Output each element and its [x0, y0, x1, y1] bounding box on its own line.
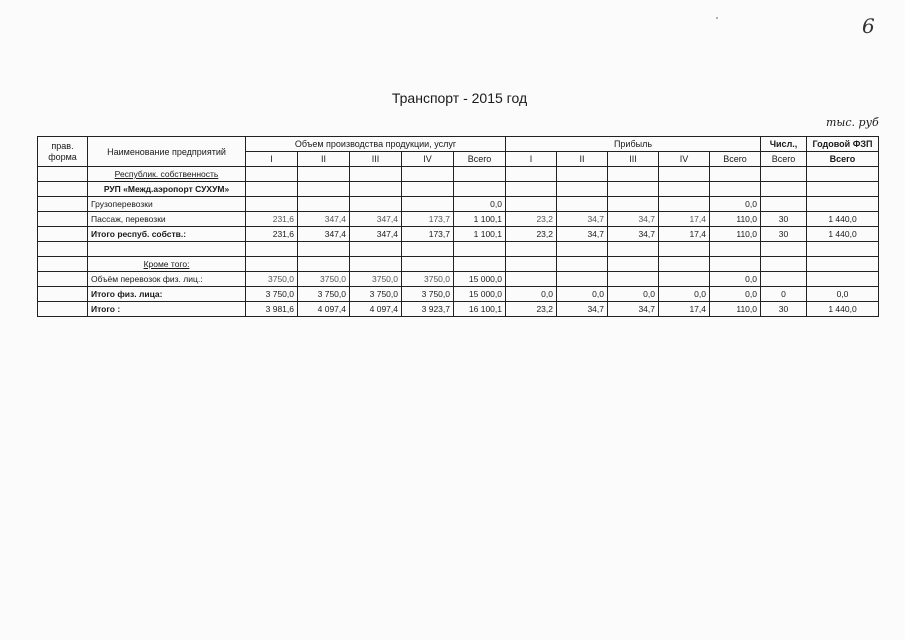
value-cell — [246, 257, 298, 272]
value-cell — [557, 197, 608, 212]
value-cell — [298, 257, 350, 272]
value-cell: 3 750,0 — [402, 287, 454, 302]
legal-form-cell — [38, 272, 88, 287]
prod-q3-header: III — [350, 152, 402, 167]
table-row — [38, 302, 879, 317]
enterprise-name-cell — [88, 182, 246, 197]
value-cell — [807, 182, 879, 197]
value-cell — [710, 257, 761, 272]
value-cell: 1 440,0 — [807, 302, 879, 317]
enterprise-name-cell — [88, 257, 246, 272]
transport-report-table — [37, 136, 879, 317]
prod-total-header: Всего — [454, 152, 506, 167]
value-cell — [350, 242, 402, 257]
enterprise-name-cell — [88, 287, 246, 302]
legal-form-cell — [38, 287, 88, 302]
value-cell — [608, 272, 659, 287]
value-cell — [557, 167, 608, 182]
value-cell: 3750,0 — [298, 272, 350, 287]
value-cell — [710, 242, 761, 257]
value-cell: 0,0 — [807, 287, 879, 302]
value-cell — [659, 272, 710, 287]
prod-q4-header: IV — [402, 152, 454, 167]
enterprise-name-cell — [88, 242, 246, 257]
value-cell: 1 100,1 — [454, 212, 506, 227]
value-cell — [807, 167, 879, 182]
table-row — [38, 167, 879, 182]
value-cell — [246, 167, 298, 182]
value-cell — [246, 242, 298, 257]
legal-form-cell — [38, 227, 88, 242]
value-cell: 110,0 — [710, 227, 761, 242]
value-cell: 34,7 — [608, 212, 659, 227]
value-cell — [350, 197, 402, 212]
value-cell — [659, 197, 710, 212]
legal-form-cell — [38, 182, 88, 197]
enterprise-name: Кроме того: — [143, 259, 190, 269]
value-cell — [506, 242, 557, 257]
value-cell — [807, 257, 879, 272]
enterprise-name: Пассаж, перевозки — [91, 214, 166, 224]
fzp-total-header: Всего — [807, 152, 879, 167]
value-cell — [761, 272, 807, 287]
value-cell: 110,0 — [710, 212, 761, 227]
value-cell: 4 097,4 — [350, 302, 402, 317]
value-cell — [608, 167, 659, 182]
value-cell — [506, 272, 557, 287]
value-cell: 3 981,6 — [246, 302, 298, 317]
profit-q2-header: II — [557, 152, 608, 167]
value-cell: 3 923,7 — [402, 302, 454, 317]
value-cell — [506, 182, 557, 197]
value-cell: 173,7 — [402, 212, 454, 227]
value-cell: 15 000,0 — [454, 272, 506, 287]
value-cell — [454, 167, 506, 182]
enterprise-name-cell — [88, 212, 246, 227]
value-cell: 0,0 — [659, 287, 710, 302]
enterprise-name-cell — [88, 302, 246, 317]
enterprise-name-cell — [88, 167, 246, 182]
fzp-group-header: Годовой ФЗП — [807, 137, 879, 152]
value-cell: 110,0 — [710, 302, 761, 317]
value-cell — [608, 182, 659, 197]
value-cell — [246, 182, 298, 197]
value-cell — [506, 197, 557, 212]
enterprise-name-cell — [88, 197, 246, 212]
value-cell — [761, 242, 807, 257]
enterprise-name: Итого : — [91, 304, 121, 314]
enterprise-name: Грузоперевозки — [91, 199, 153, 209]
profit-q3-header: III — [608, 152, 659, 167]
enterprise-name: РУП «Межд.аэропорт СУХУМ» — [103, 184, 230, 194]
value-cell — [402, 197, 454, 212]
value-cell — [807, 242, 879, 257]
enterprise-name: Объём перевозок физ. лиц.: — [91, 274, 203, 284]
enterprise-header: Наименование предприятий — [88, 137, 246, 167]
prod-q2-header: II — [298, 152, 350, 167]
value-cell: 23,2 — [506, 302, 557, 317]
value-cell — [659, 167, 710, 182]
legal-form-cell — [38, 212, 88, 227]
value-cell — [454, 242, 506, 257]
value-cell — [402, 257, 454, 272]
value-cell: 3 750,0 — [298, 287, 350, 302]
value-cell: 17,4 — [659, 302, 710, 317]
value-cell — [402, 167, 454, 182]
value-cell: 0,0 — [557, 287, 608, 302]
value-cell: 30 — [761, 212, 807, 227]
value-cell: 0,0 — [710, 287, 761, 302]
value-cell: 0,0 — [454, 197, 506, 212]
value-cell — [608, 242, 659, 257]
profit-q4-header: IV — [659, 152, 710, 167]
page-number: 6 — [862, 14, 875, 38]
value-cell — [298, 167, 350, 182]
value-cell: 347,4 — [298, 212, 350, 227]
value-cell: 1 440,0 — [807, 212, 879, 227]
value-cell: 0,0 — [710, 272, 761, 287]
value-cell — [246, 197, 298, 212]
value-cell — [350, 257, 402, 272]
table-row — [38, 272, 879, 287]
enterprise-name: Итого физ. лица: — [91, 289, 163, 299]
table-row — [38, 227, 879, 242]
value-cell: 1 440,0 — [807, 227, 879, 242]
value-cell: 0,0 — [710, 197, 761, 212]
enterprise-name: Республик. собственность — [114, 169, 219, 179]
value-cell: 16 100,1 — [454, 302, 506, 317]
value-cell — [298, 197, 350, 212]
value-cell: 30 — [761, 302, 807, 317]
value-cell: 30 — [761, 227, 807, 242]
value-cell: 3750,0 — [350, 272, 402, 287]
value-cell — [659, 242, 710, 257]
table-row — [38, 242, 879, 257]
value-cell — [402, 242, 454, 257]
enterprise-name: Итого респуб. собств.: — [91, 229, 187, 239]
value-cell — [298, 242, 350, 257]
value-cell: 15 000,0 — [454, 287, 506, 302]
value-cell: 23,2 — [506, 227, 557, 242]
value-cell: 347,4 — [350, 227, 402, 242]
value-cell: 231,6 — [246, 227, 298, 242]
value-cell — [608, 257, 659, 272]
value-cell: 17,4 — [659, 212, 710, 227]
value-cell — [506, 167, 557, 182]
value-cell: 17,4 — [659, 227, 710, 242]
value-cell — [557, 272, 608, 287]
value-cell — [506, 257, 557, 272]
profit-total-header: Всего — [710, 152, 761, 167]
value-cell: 34,7 — [557, 212, 608, 227]
legal-form-header: прав. форма — [38, 137, 88, 167]
profit-group-header: Прибыль — [506, 137, 761, 152]
legal-form-cell — [38, 257, 88, 272]
value-cell: 347,4 — [298, 227, 350, 242]
value-cell — [659, 257, 710, 272]
value-cell — [710, 182, 761, 197]
value-cell: 0,0 — [608, 287, 659, 302]
value-cell — [402, 182, 454, 197]
value-cell — [557, 182, 608, 197]
table-row — [38, 257, 879, 272]
legal-form-cell — [38, 242, 88, 257]
value-cell — [761, 197, 807, 212]
value-cell: 173,7 — [402, 227, 454, 242]
value-cell — [454, 257, 506, 272]
value-cell — [350, 167, 402, 182]
document-title: Транспорт - 2015 год — [391, 90, 528, 106]
units-label: тыс. руб — [826, 116, 879, 129]
table-row — [38, 212, 879, 227]
value-cell — [761, 257, 807, 272]
profit-q1-header: I — [506, 152, 557, 167]
value-cell — [350, 182, 402, 197]
value-cell: 34,7 — [557, 227, 608, 242]
value-cell: 1 100,1 — [454, 227, 506, 242]
value-cell: 34,7 — [608, 302, 659, 317]
legal-form-cell — [38, 197, 88, 212]
value-cell: 231,6 — [246, 212, 298, 227]
value-cell — [807, 272, 879, 287]
value-cell — [710, 167, 761, 182]
value-cell: 23,2 — [506, 212, 557, 227]
headcount-group-header: Числ., — [761, 137, 807, 152]
value-cell — [761, 182, 807, 197]
prod-q1-header: I — [246, 152, 298, 167]
enterprise-name-cell — [88, 227, 246, 242]
legal-form-cell — [38, 302, 88, 317]
value-cell — [807, 197, 879, 212]
value-cell — [608, 197, 659, 212]
value-cell — [298, 182, 350, 197]
value-cell — [557, 242, 608, 257]
value-cell: 3750,0 — [402, 272, 454, 287]
table-row — [38, 287, 879, 302]
value-cell: 3750,0 — [246, 272, 298, 287]
value-cell — [557, 257, 608, 272]
enterprise-name-cell — [88, 272, 246, 287]
legal-form-cell — [38, 167, 88, 182]
production-group-header: Объем производства продукции, услуг — [246, 137, 506, 152]
value-cell: 34,7 — [557, 302, 608, 317]
value-cell: 0 — [761, 287, 807, 302]
headcount-total-header: Всего — [761, 152, 807, 167]
value-cell: 4 097,4 — [298, 302, 350, 317]
value-cell: 34,7 — [608, 227, 659, 242]
value-cell: 3 750,0 — [350, 287, 402, 302]
scan-speck — [716, 17, 718, 19]
table-row — [38, 197, 879, 212]
value-cell — [761, 167, 807, 182]
value-cell — [454, 182, 506, 197]
value-cell: 3 750,0 — [246, 287, 298, 302]
value-cell — [659, 182, 710, 197]
table-row — [38, 182, 879, 197]
value-cell: 347,4 — [350, 212, 402, 227]
value-cell: 0,0 — [506, 287, 557, 302]
